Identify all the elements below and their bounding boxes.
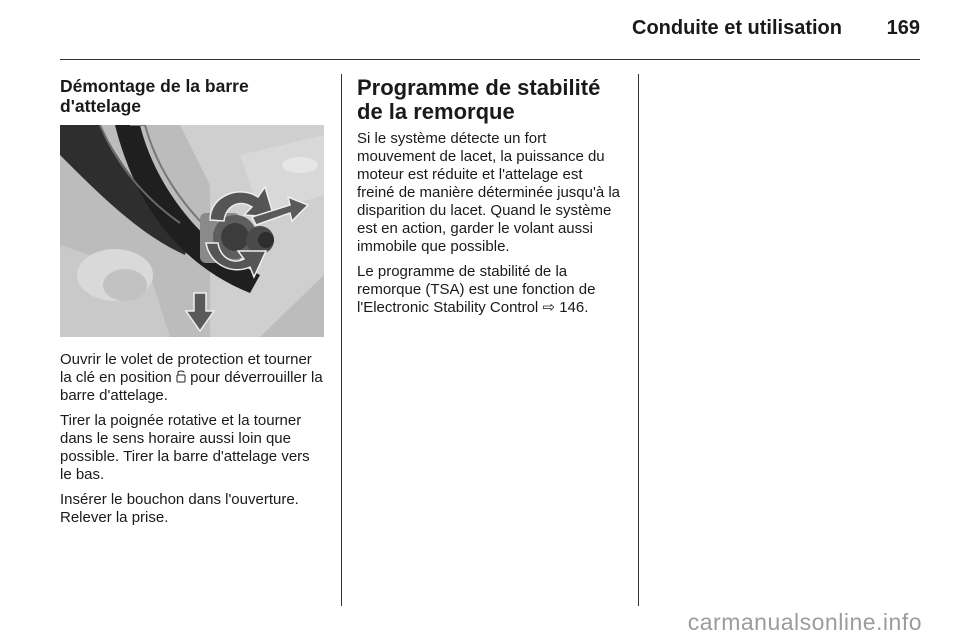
unlock-key-icon — [176, 369, 186, 383]
tow-bar-removal-illustration — [60, 125, 324, 337]
tsa-reference-text: Le programme de stabilité de la remorque (TSA) est une fonction de l'Electronic Stability Control — [357, 263, 596, 316]
instruction-insert-plug: Insérer le bouchon dans l'ouverture. Relever la prise. — [60, 491, 299, 526]
paragraph-stability-description: Si le système détecte un fort mouvement de lacet, la puissance du moteur est réduite et l'attelage est freiné de manière déterminée jusqu'à la disparition du lacet. Quand le système est en action, garder le volant aussi immobile que possible. — [357, 130, 621, 255]
instruction-text-part-2: pour déverrouiller la barre d'attelage. — [60, 369, 323, 404]
paragraph-tsa-reference — [357, 263, 624, 317]
page-reference-link[interactable]: 146 — [559, 299, 585, 316]
instruction-pull-handle: Tirer la poignée rotative et la tourner dans le sens horaire aussi loin que possible. Tirer la barre d'attelage vers le bas. — [60, 412, 310, 483]
column-divider-2 — [638, 74, 639, 606]
watermark: carmanualsonline.info — [687, 609, 922, 635]
left-column — [60, 76, 325, 534]
page-reference-arrow-icon: ⇨ — [542, 299, 556, 316]
section-title-tow-bar-removal: Démontage de la barre d'attelage — [60, 76, 249, 116]
header-title: Conduite et utilisation — [632, 17, 842, 39]
column-divider-1 — [341, 74, 342, 606]
tsa-reference-end: . — [584, 299, 589, 316]
instruction-text-part-1: Ouvrir le volet de protection et tourner la clé en position — [60, 351, 312, 386]
section-title-trailer-stability: Programme de stabilité de la remorque — [357, 75, 601, 124]
right-column — [357, 76, 624, 324]
instruction-open-cover — [60, 351, 325, 405]
page-number: 169 — [886, 17, 920, 39]
header-rule — [60, 59, 920, 60]
